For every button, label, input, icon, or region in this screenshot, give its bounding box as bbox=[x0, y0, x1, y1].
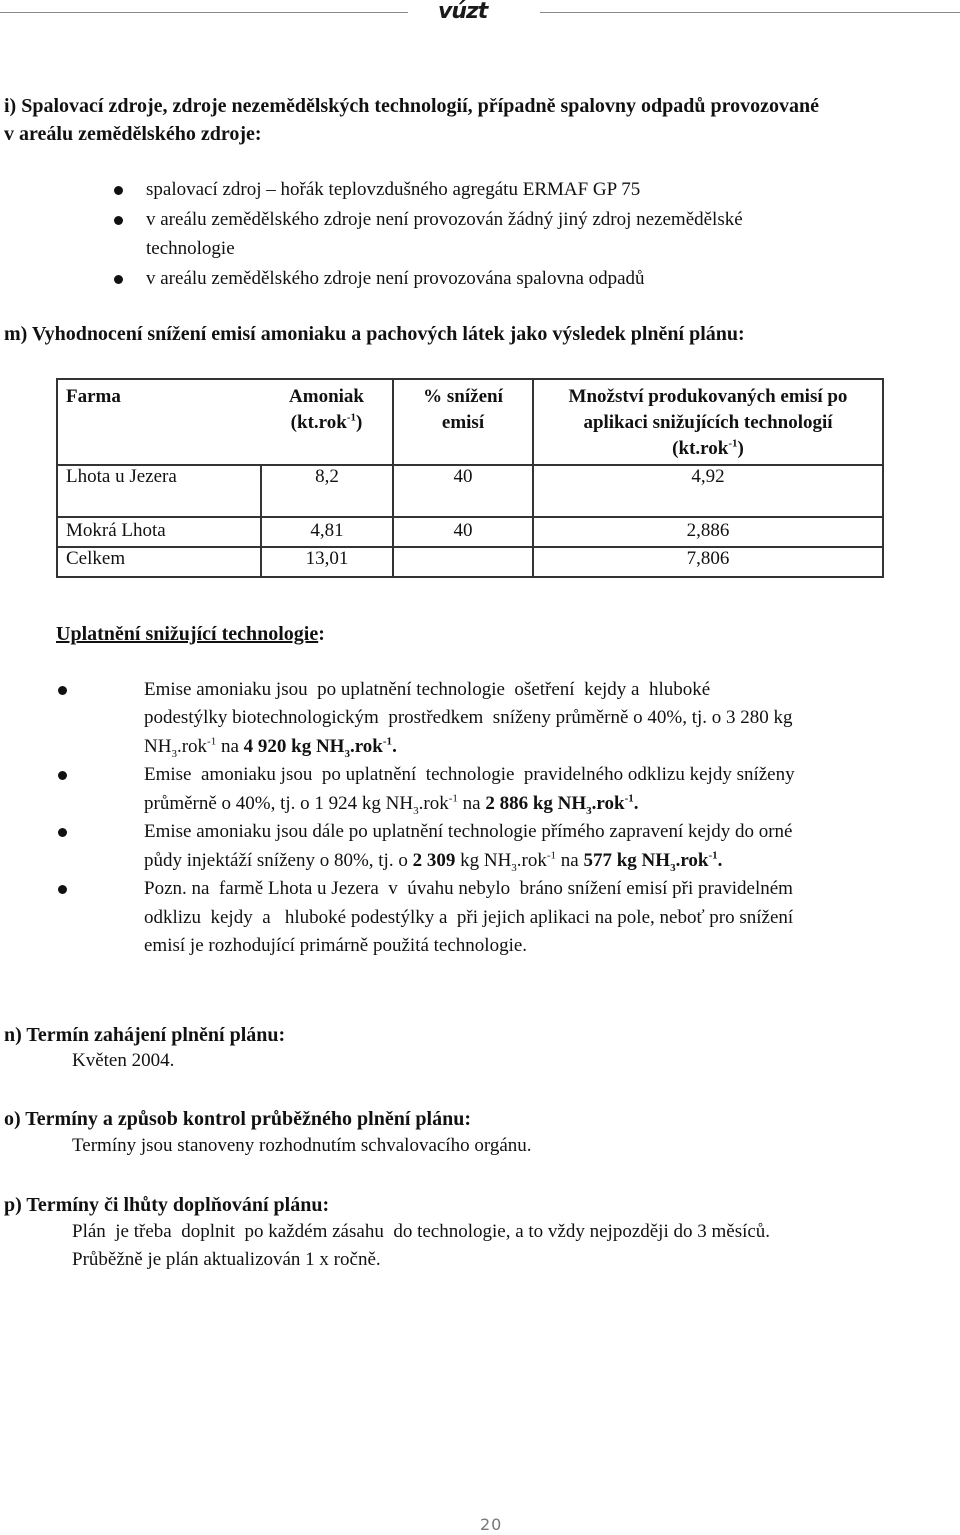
section-p-text-2: Průběžně je plán aktualizován 1 x ročně. bbox=[72, 1249, 381, 1270]
section-o-text: Termíny jsou stanoveny rozhodnutím schvalovacího orgánu. bbox=[72, 1135, 532, 1156]
table-header-row bbox=[57, 379, 883, 465]
header-amount: Množství produkovaných emisí po aplikaci snižujících technologií (kt.rok$^{-1}$) bbox=[533, 379, 883, 465]
section-o-heading: o) Termíny a způsob kontrol průběžného plnění plánu: bbox=[4, 1108, 471, 1130]
header-ammonia: Amoniak (kt.rok$^{-1}$) bbox=[261, 379, 393, 465]
table-row bbox=[57, 465, 883, 517]
cell-reduction: 40 bbox=[393, 465, 533, 517]
tech-bullet-2-line1: Emise amoniaku jsou po uplatnění technologie pravidelného odklizu kejdy sníženy bbox=[144, 764, 795, 785]
bullet-dot bbox=[58, 828, 67, 837]
bullet-dot bbox=[114, 186, 123, 195]
header-rule-left bbox=[0, 12, 408, 13]
cell-ammonia: 13,01 bbox=[261, 547, 393, 577]
technology-heading-colon: : bbox=[318, 623, 325, 645]
bullet-dot bbox=[58, 771, 67, 780]
tech-bullet-3-line2: půdy injektáží sníženy o 80%, tj. o 2 309 kg $NH_3.rok^{-1}$ na 577 kg $NH_3.rok^{-1}$. bbox=[144, 849, 723, 874]
cell-amount: 4,92 bbox=[533, 465, 883, 517]
cell-farm: Lhota u Jezera bbox=[57, 465, 261, 517]
cell-ammonia: 4,81 bbox=[261, 517, 393, 547]
cell-farm: Mokrá Lhota bbox=[57, 517, 261, 547]
section-i-heading-line1: i) Spalovací zdroje, zdroje nezemědělských technologií, případně spalovny odpadů provozované bbox=[4, 95, 820, 117]
section-i-heading-line2: v areálu zemědělského zdroje: bbox=[4, 123, 262, 145]
cell-farm: Celkem bbox=[57, 547, 261, 577]
bullet-dot bbox=[114, 275, 123, 284]
header-reduction: % snížení emisí bbox=[393, 379, 533, 465]
section-i-bullet-1: spalovací zdroj – hořák teplovzdušného agregátu ERMAF GP 75 bbox=[146, 179, 641, 200]
cell-reduction bbox=[393, 547, 533, 577]
bullet-dot bbox=[58, 885, 67, 894]
header-rule-right bbox=[540, 12, 960, 13]
technology-heading bbox=[56, 621, 325, 647]
cell-amount: 2,886 bbox=[533, 517, 883, 547]
section-p-heading: p) Termíny či lhůty doplňování plánu: bbox=[4, 1194, 330, 1216]
tech-bullet-4-line3: emisí je rozhodující primárně použitá technologie. bbox=[144, 935, 528, 956]
tech-bullet-1-line1: Emise amoniaku jsou po uplatnění technologie ošetření kejdy a hluboké bbox=[144, 679, 711, 700]
tech-bullet-1-line3: $NH_3.rok^{-1}$ na 4 920 kg $NH_3.rok^{-1}$. bbox=[144, 735, 397, 760]
cell-amount: 7,806 bbox=[533, 547, 883, 577]
cell-reduction: 40 bbox=[393, 517, 533, 547]
table-row bbox=[57, 517, 883, 547]
header-farm: Farma bbox=[57, 379, 261, 465]
section-i-bullet-3: v areálu zemědělského zdroje není provozována spalovna odpadů bbox=[146, 268, 645, 289]
tech-bullet-2-line2: průměrně o 40%, tj. o 1 924 kg $NH_3.rok^{-1}$ na 2 886 kg $NH_3.rok^{-1}$. bbox=[144, 792, 639, 817]
cell-ammonia: 8,2 bbox=[261, 465, 393, 517]
section-n-heading: n) Termín zahájení plnění plánu: bbox=[4, 1024, 286, 1046]
technology-heading-text: Uplatnění snižující technologie bbox=[56, 623, 319, 645]
section-m-heading: m) Vyhodnocení snížení emisí amoniaku a pachových látek jako výsledek plnění plánu: bbox=[4, 323, 745, 345]
tech-bullet-1-line2: podestýlky biotechnologickým prostředkem sníženy průměrně o 40%, tj. o 3 280 kg bbox=[144, 707, 793, 728]
tech-bullet-4-line1: Pozn. na farmě Lhota u Jezera v úvahu nebylo bráno snížení emisí při pravidelném bbox=[144, 878, 793, 899]
table-row bbox=[57, 547, 883, 577]
page-number: 20 bbox=[480, 1515, 503, 1534]
emissions-table bbox=[56, 378, 884, 578]
tech-bullet-3-line1: Emise amoniaku jsou dále po uplatnění technologie přímého zapravení kejdy do orné bbox=[144, 821, 793, 842]
tech-bullet-4-line2: odklizu kejdy a hluboké podestýlky a při jejich aplikaci na pole, neboť pro snížení bbox=[144, 907, 794, 928]
vuzt-logo: vúzt bbox=[438, 0, 488, 24]
section-i-bullet-2-cont: technologie bbox=[146, 238, 235, 259]
bullet-dot bbox=[114, 216, 123, 225]
bullet-dot bbox=[58, 686, 67, 695]
section-p-text-1: Plán je třeba doplnit po každém zásahu do technologie, a to vždy nejpozději do 3 měsíců. bbox=[72, 1221, 771, 1242]
section-i-bullet-2: v areálu zemědělského zdroje není provozován žádný jiný zdroj nezemědělské bbox=[146, 209, 743, 230]
section-n-text: Květen 2004. bbox=[72, 1050, 175, 1071]
